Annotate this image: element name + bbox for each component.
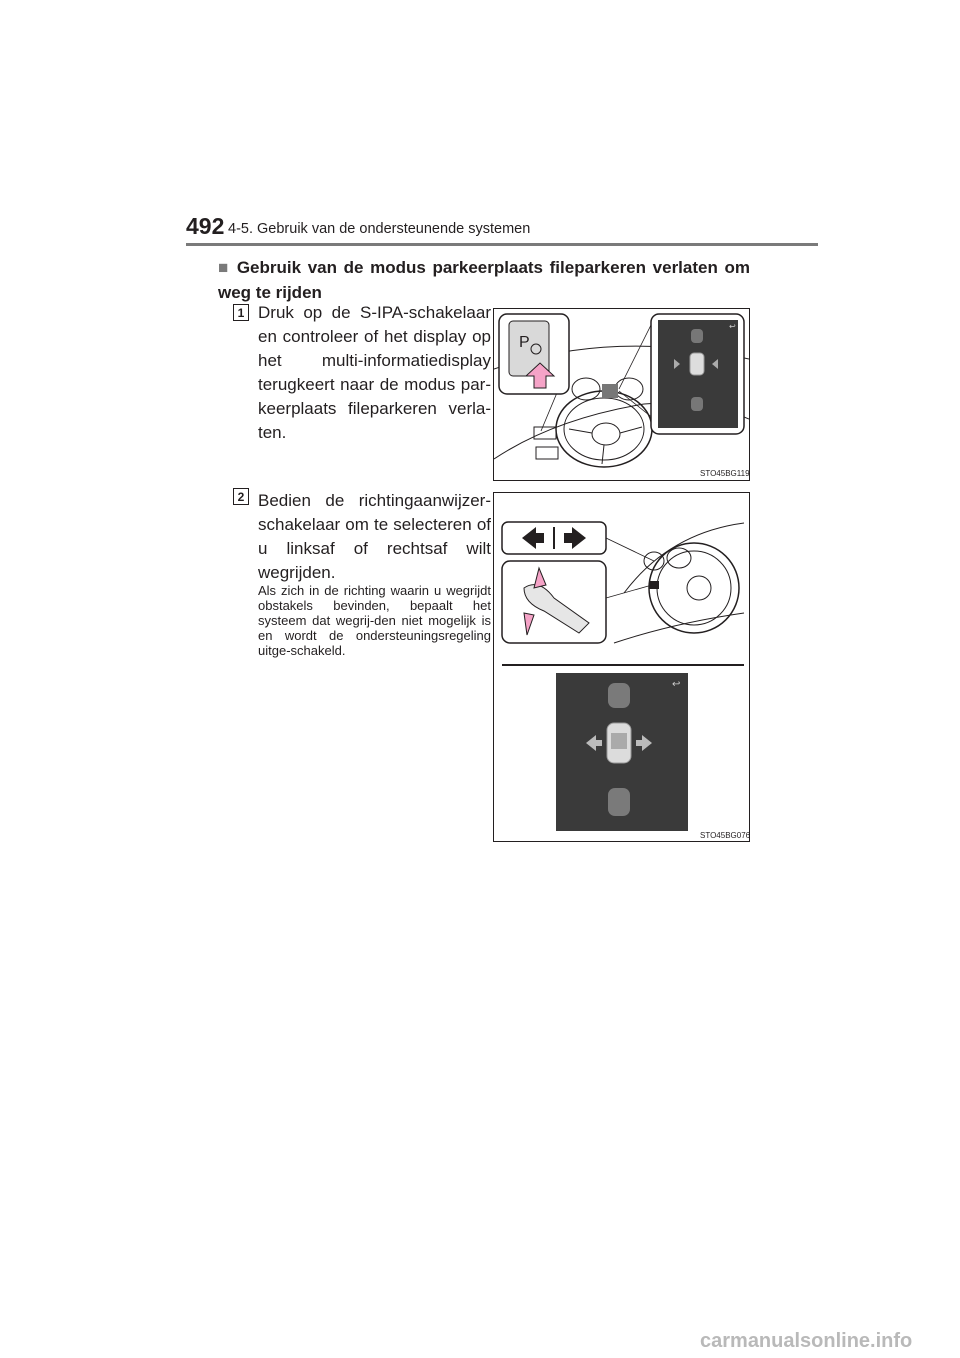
chapter-title: 4-5. Gebruik van de ondersteunende systemen: [228, 221, 531, 237]
step-2-text: Bedien de richtingaanwijzer-schakelaar om te selecteren of u linksaf of rechtsaf wilt wegrijden.: [258, 491, 491, 582]
section-heading-text: Gebruik van de modus parkeerplaats fileparkeren verlaten om weg te rijden: [218, 258, 750, 302]
back-icon: ↩: [729, 322, 736, 331]
figure-2-illustration: [494, 493, 749, 841]
section-bullet-icon: ■: [218, 258, 231, 277]
step-1-badge: 1: [233, 304, 249, 321]
parking-display-large: [556, 673, 688, 831]
s-ipa-switch-inset: [499, 314, 569, 394]
steering-wheel-2-icon: [614, 523, 744, 643]
step-2-badge: 2: [233, 488, 249, 505]
watermark: carmanualsonline.info: [700, 1330, 913, 1352]
step-2-note: Als zich in de richting waarin u wegrijdt obstakels bevinden, bepaalt het systeem dat wegrij-den niet mogelijk is en wordt de ondersteuningsregeling uitge-schakeld.: [258, 583, 491, 658]
figure-1-code: STO45BG119: [700, 469, 750, 478]
figure-2-code: STO45BG076: [700, 831, 751, 840]
direction-arrows-inset: [502, 522, 606, 554]
page-number: 492: [186, 213, 225, 239]
figure-1-s-ipa-switch: [493, 308, 750, 481]
p-switch-label: P: [519, 334, 530, 351]
section-heading: [218, 255, 750, 305]
turn-signal-lever-inset: [502, 561, 606, 643]
steering-wheel-icon: [556, 391, 652, 467]
display-back-icon: ↩: [672, 679, 681, 690]
step-1-text: Druk op de S-IPA-schakelaar en controleer of het display op het multi-informatiedisplay terugkeert naar de modus par-keerplaats fileparkeren verla-ten.: [258, 303, 491, 442]
parking-display-inset: [651, 314, 744, 434]
header-divider: [186, 243, 818, 246]
figure-2-turn-signal: [493, 492, 750, 842]
figure-1-illustration: [494, 309, 749, 480]
